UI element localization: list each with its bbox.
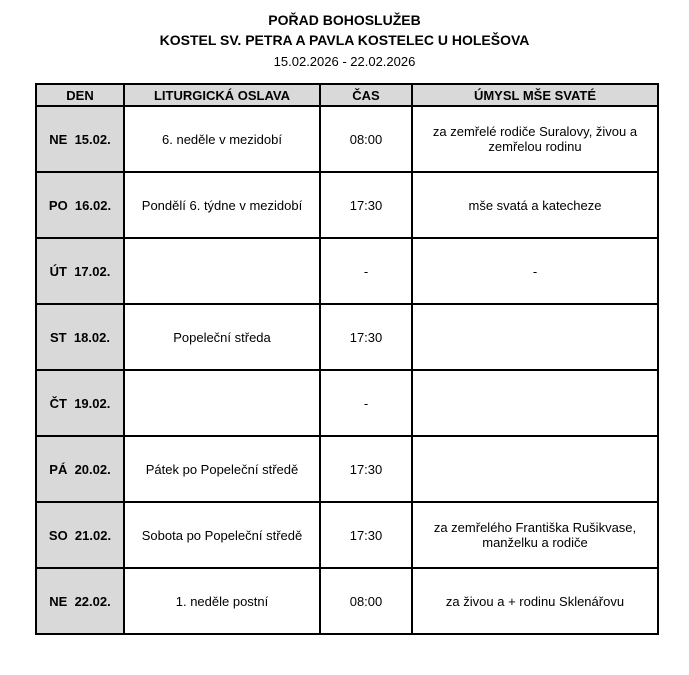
intention-cell: za zemřelé rodiče Suralovy, živou a zemřelou rodinu — [412, 106, 658, 172]
time-cell: 17:30 — [320, 502, 412, 568]
day-cell: NE 22.02. — [36, 568, 124, 634]
intention-cell — [412, 370, 658, 436]
day-cell: ST 18.02. — [36, 304, 124, 370]
day-cell: NE 15.02. — [36, 106, 124, 172]
date-range: 15.02.2026 - 22.02.2026 — [273, 53, 416, 69]
day-cell: ÚT 17.02. — [36, 238, 124, 304]
table-row — [36, 370, 658, 436]
table-row — [36, 502, 658, 568]
day-cell: SO 21.02. — [36, 502, 124, 568]
celebration-cell — [124, 370, 320, 436]
celebration-cell: 6. neděle v mezidobí — [124, 106, 320, 172]
time-cell: 08:00 — [320, 568, 412, 634]
service-schedule-table — [35, 83, 659, 635]
intention-cell: mše svatá a katecheze — [412, 172, 658, 238]
intention-cell — [412, 436, 658, 502]
celebration-cell: Popeleční středa — [124, 304, 320, 370]
table-header-row — [36, 84, 658, 106]
column-header-liturgicka-oslava: LITURGICKÁ OSLAVA — [124, 84, 320, 106]
column-header-cas: ČAS — [320, 84, 412, 106]
table-row — [36, 436, 658, 502]
table-row — [36, 172, 658, 238]
document-title: POŘAD BOHOSLUŽEB — [268, 12, 421, 28]
column-header-umysl: ÚMYSL MŠE SVATÉ — [412, 84, 658, 106]
intention-cell: - — [412, 238, 658, 304]
church-name: KOSTEL SV. PETRA A PAVLA KOSTELEC U HOLEŠOVA — [159, 32, 530, 49]
table-row — [36, 304, 658, 370]
time-cell: - — [320, 238, 412, 304]
time-cell: 17:30 — [320, 304, 412, 370]
table-row — [36, 106, 658, 172]
day-cell: PO 16.02. — [36, 172, 124, 238]
celebration-cell: Pátek po Popeleční středě — [124, 436, 320, 502]
celebration-cell: 1. neděle postní — [124, 568, 320, 634]
day-cell: PÁ 20.02. — [36, 436, 124, 502]
intention-cell: za živou a + rodinu Sklenářovu — [412, 568, 658, 634]
document-header — [0, 10, 689, 71]
column-header-den: DEN — [36, 84, 124, 106]
time-cell: - — [320, 370, 412, 436]
time-cell: 17:30 — [320, 172, 412, 238]
celebration-cell: Pondělí 6. týdne v mezidobí — [124, 172, 320, 238]
table-row — [36, 238, 658, 304]
intention-cell — [412, 304, 658, 370]
time-cell: 17:30 — [320, 436, 412, 502]
time-cell: 08:00 — [320, 106, 412, 172]
table-row — [36, 568, 658, 634]
intention-cell: za zemřelého Františka Rušikvase, manželku a rodiče — [412, 502, 658, 568]
celebration-cell — [124, 238, 320, 304]
celebration-cell: Sobota po Popeleční středě — [124, 502, 320, 568]
day-cell: ČT 19.02. — [36, 370, 124, 436]
